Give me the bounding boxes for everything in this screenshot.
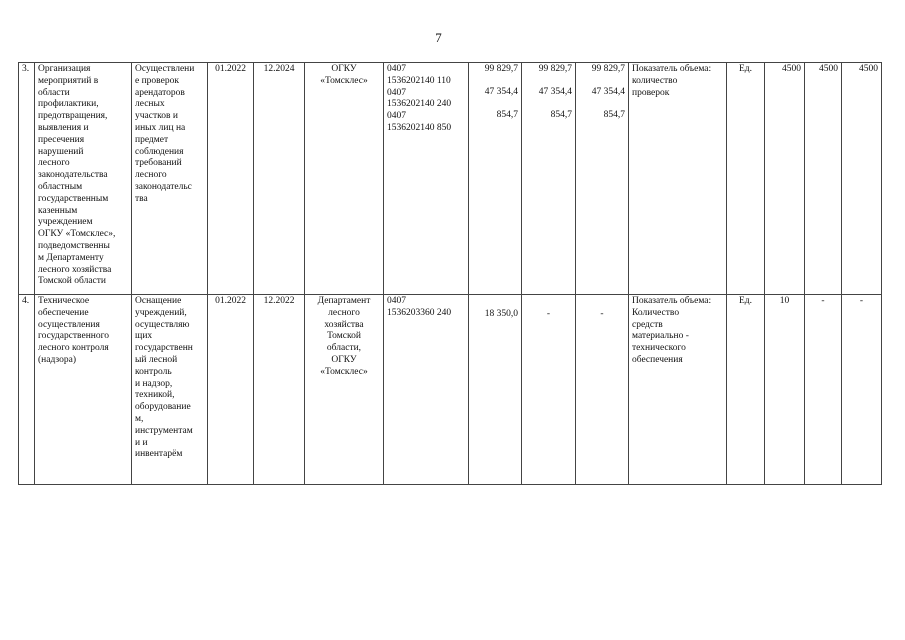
target-value-3: 4500 (842, 63, 882, 295)
activity-name: Организация мероприятий в области профилактики, предотвращения, выявления и пресечения нарушений лесного законодательства областным государственным казенным учреждением ОГКУ «Томсклес», подведомственны м Департаменту лесного хозяйства Томской области (35, 63, 132, 295)
activity-description: Осуществлени е проверок арендаторов лесных участков и иных лиц на предмет соблюдения требований лесного законодательс тва (132, 63, 208, 295)
indicator: Показатель объема: Количество средств материально - технического обеспечения (629, 295, 727, 485)
unit: Ед. (727, 295, 765, 485)
row-number: 4. (19, 295, 35, 485)
table-row (19, 295, 882, 485)
funding-year-1: 99 829,7 47 354,4 854,7 (522, 63, 576, 295)
unit: Ед. (727, 63, 765, 295)
activity-description: Оснащение учреждений, осуществляю щих государственн ый лесной контроль и надзор, техникой, оборудование м, инструментам и и инвентарём (132, 295, 208, 485)
executor: ОГКУ «Томсклес» (305, 63, 384, 295)
executor: Департамент лесного хозяйства Томской области, ОГКУ «Томсклес» (305, 295, 384, 485)
start-date: 01.2022 (208, 295, 254, 485)
target-value-1: 10 (765, 295, 805, 485)
target-value-2: 4500 (805, 63, 842, 295)
start-date: 01.2022 (208, 63, 254, 295)
budget-codes: 0407 1536203360 240 (384, 295, 469, 485)
budget-codes: 0407 1536202140 110 0407 1536202140 240 0407 1536202140 850 (384, 63, 469, 295)
target-value-1: 4500 (765, 63, 805, 295)
activity-name: Техническое обеспечение осуществления государственного лесного контроля (надзора) (35, 295, 132, 485)
program-table (18, 62, 882, 485)
end-date: 12.2022 (254, 295, 305, 485)
funding-year-2: - (576, 295, 629, 485)
funding-year-2: 99 829,7 47 354,4 854,7 (576, 63, 629, 295)
indicator: Показатель объема: количество проверок (629, 63, 727, 295)
funding-total: 18 350,0 (469, 295, 522, 485)
table-row (19, 63, 882, 295)
page-number: 7 (435, 30, 442, 45)
target-value-2: - (805, 295, 842, 485)
end-date: 12.2024 (254, 63, 305, 295)
row-number: 3. (19, 63, 35, 295)
target-value-3: - (842, 295, 882, 485)
funding-year-1: - (522, 295, 576, 485)
funding-total: 99 829,7 47 354,4 854,7 (469, 63, 522, 295)
